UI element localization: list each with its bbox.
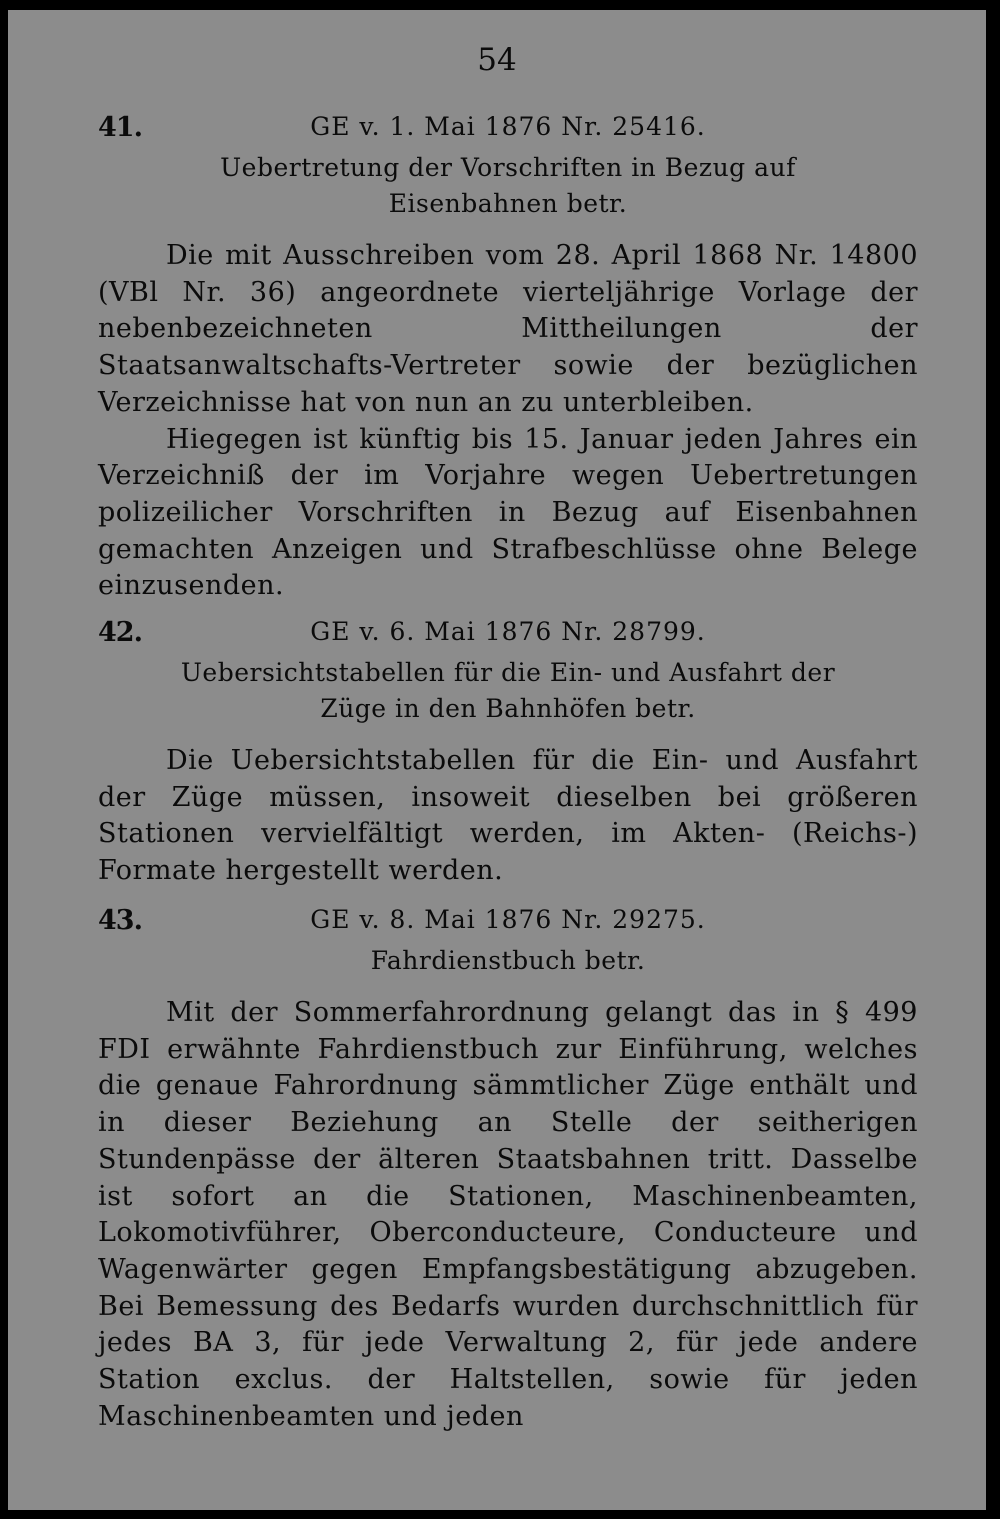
entry-body	[98, 238, 918, 605]
entry-41	[98, 112, 918, 605]
paragraph: Die Uebersichtstabellen für die Ein- und Ausfahrt der Züge müssen, insoweit dieselben bei größeren Stationen vervielfältigt werden, im Akten- (Reichs-) Formate hergestellt werden.	[98, 745, 918, 887]
entry-number: 42.	[98, 617, 142, 648]
entry-43	[98, 905, 918, 1435]
paragraph: Hiegegen ist künftig bis 15. Januar jeden Jahres ein Verzeichniß der im Vorjahre wegen Uebertretungen polizeilicher Vorschriften in Bezug auf Eisenbahnen gemachten Anzeigen und Strafbeschlüsse ohne Belege einzusenden.	[98, 423, 918, 602]
entry-body	[98, 995, 918, 1435]
entry-header	[98, 112, 918, 150]
entry-header	[98, 617, 918, 655]
entry-number: 41.	[98, 112, 142, 143]
entry-42	[98, 617, 918, 890]
entry-reference: GE v. 6. Mai 1876 Nr. 28799.	[310, 617, 706, 646]
paragraph: Mit der Sommerfahrordnung gelangt das in § 499 FDI erwähnte Fahrdienstbuch zur Einführung, welches die genaue Fahrordnung sämmtlicher Züge enthält und in dieser Beziehung an Stelle der seitherigen Stundenpässe der älteren Staatsbahnen tritt. Dasselbe ist sofort an die Stationen, Maschinenbeamten, Lokomotivführer, Oberconducteure, Conducteure und Wagenwärter gegen Empfangsbestätigung abzugeben. Bei Bemessung des Bedarfs wurden durchschnittlich für jedes BA 3, für jede Verwaltung 2, für jede andere Station exclus. der Haltstellen, sowie für jeden Maschinenbeamten und jeden	[98, 997, 918, 1432]
entry-reference: GE v. 1. Mai 1876 Nr. 25416.	[310, 112, 706, 141]
entry-subject: Fahrdienstbuch betr.	[370, 946, 646, 975]
document-page	[8, 10, 986, 1510]
entry-reference: GE v. 8. Mai 1876 Nr. 29275.	[310, 905, 706, 934]
entry-number: 43.	[98, 905, 142, 936]
entry-subject: Uebersichtstabellen für die Ein- und Ausfahrt der Züge in den Bahnhöfen betr.	[180, 658, 836, 723]
entry-body	[98, 743, 918, 890]
page-number: 54	[477, 42, 517, 78]
entry-header	[98, 905, 918, 943]
paragraph: Die mit Ausschreiben vom 28. April 1868 Nr. 14800 (VBl Nr. 36) angeordnete vierteljährige Vorlage der nebenbezeichneten Mittheilungen der Staatsanwaltschafts-Vertreter sowie der bezüglichen Verzeichnisse hat von nun an zu unterbleiben.	[98, 240, 918, 418]
entry-subject: Uebertretung der Vorschriften in Bezug auf Eisenbahnen betr.	[220, 153, 796, 218]
